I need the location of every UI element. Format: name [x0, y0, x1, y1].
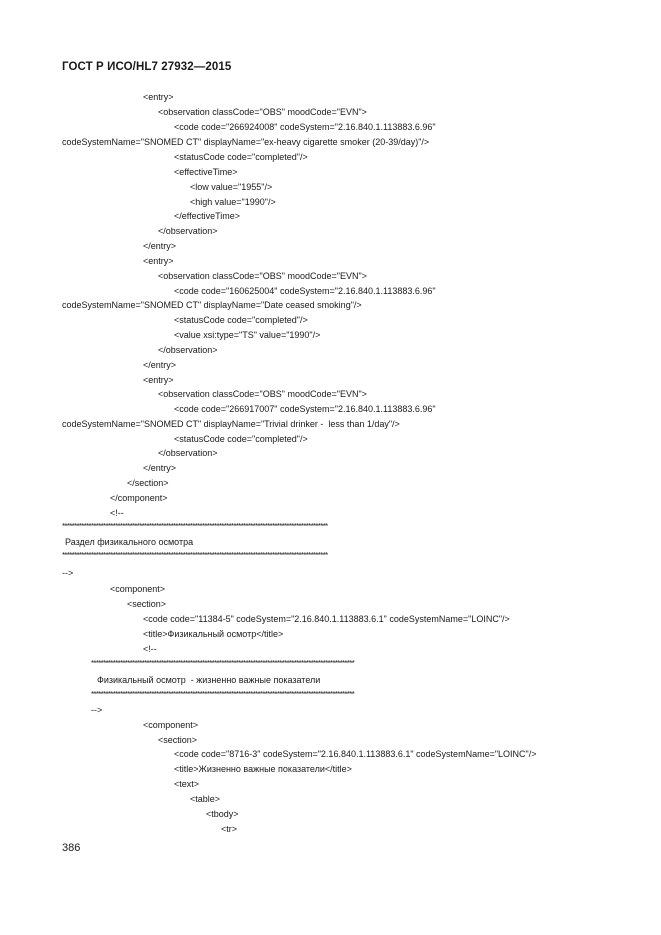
code-line: </observation>: [158, 226, 218, 236]
code-line: </component>: [110, 493, 168, 503]
separator-line: **************************************************************************************************************: [62, 522, 328, 531]
code-line: <observation classCode="OBS" moodCode="EVN">: [158, 389, 367, 399]
code-line: <observation classCode="OBS" moodCode="EVN">: [158, 107, 367, 117]
separator-line: *************************************************************************************************************: [91, 659, 355, 668]
code-line: <effectiveTime>: [174, 167, 238, 177]
code-line: codeSystemName="SNOMED CT" displayName="Trivial drinker - less than 1/day"/>: [62, 419, 400, 429]
code-line: <statusCode code="completed"/>: [174, 434, 308, 444]
code-line: <code code="8716-3" codeSystem="2.16.840.1.113883.6.1" codeSystemName="LOINC"/>: [174, 749, 537, 759]
code-line: <code code="266924008" codeSystem="2.16.840.1.113883.6.96": [174, 122, 436, 132]
code-line: <code code="266917007" codeSystem="2.16.840.1.113883.6.96": [174, 404, 436, 414]
code-line: <title>Физикальный осмотр</title>: [143, 629, 284, 639]
code-line: <statusCode code="completed"/>: [174, 315, 308, 325]
code-line: Раздел физикального осмотра: [65, 537, 194, 547]
code-line: Физикальный осмотр - жизненно важные показатели: [97, 675, 321, 685]
code-line: <code code="11384-5" codeSystem="2.16.840.1.113883.6.1" codeSystemName="LOINC"/>: [143, 614, 510, 624]
code-line: </effectiveTime>: [174, 211, 241, 221]
code-line: </entry>: [143, 360, 177, 370]
code-line: <table>: [190, 794, 221, 804]
code-line: <component>: [143, 720, 199, 730]
code-line: codeSystemName="SNOMED CT" displayName="Date ceased smoking"/>: [62, 300, 362, 310]
code-line: <section>: [127, 599, 167, 609]
code-line: </entry>: [143, 463, 177, 473]
code-line: <text>: [174, 779, 200, 789]
separator-line: *************************************************************************************************************: [91, 690, 355, 699]
code-line: <!--: [110, 508, 124, 518]
code-line: <!--: [143, 644, 157, 654]
separator-line: **************************************************************************************************************: [62, 551, 328, 560]
code-line: </observation>: [158, 448, 218, 458]
code-line: <low value="1955"/>: [190, 182, 273, 192]
code-line: <code code="160625004" codeSystem="2.16.840.1.113883.6.96": [174, 286, 436, 296]
code-line: <tr>: [221, 824, 238, 834]
code-line: <high value="1990"/>: [190, 197, 276, 207]
code-line: <statusCode code="completed"/>: [174, 152, 308, 162]
code-line: <entry>: [143, 375, 174, 385]
page-number: 386: [62, 842, 81, 854]
code-line: <title>Жизненно важные показатели</title>: [174, 764, 352, 774]
code-line: <observation classCode="OBS" moodCode="EVN">: [158, 271, 367, 281]
code-line: <section>: [158, 735, 198, 745]
code-line: -->: [62, 568, 74, 578]
code-line: <value xsi:type="TS" value="1990"/>: [174, 330, 321, 340]
code-line: <component>: [110, 584, 166, 594]
code-line: <tbody>: [206, 809, 239, 819]
code-line: codeSystemName="SNOMED CT" displayName="ex-heavy cigarette smoker (20-39/day)"/>: [62, 137, 430, 147]
code-line: </observation>: [158, 345, 218, 355]
code-line: </entry>: [143, 241, 177, 251]
code-line: <entry>: [143, 92, 174, 102]
document-header: ГОСТ Р ИСО/HL7 27932—2015: [62, 61, 232, 73]
code-line: </section>: [127, 478, 169, 488]
code-line: -->: [91, 705, 103, 715]
code-line: <entry>: [143, 256, 174, 266]
